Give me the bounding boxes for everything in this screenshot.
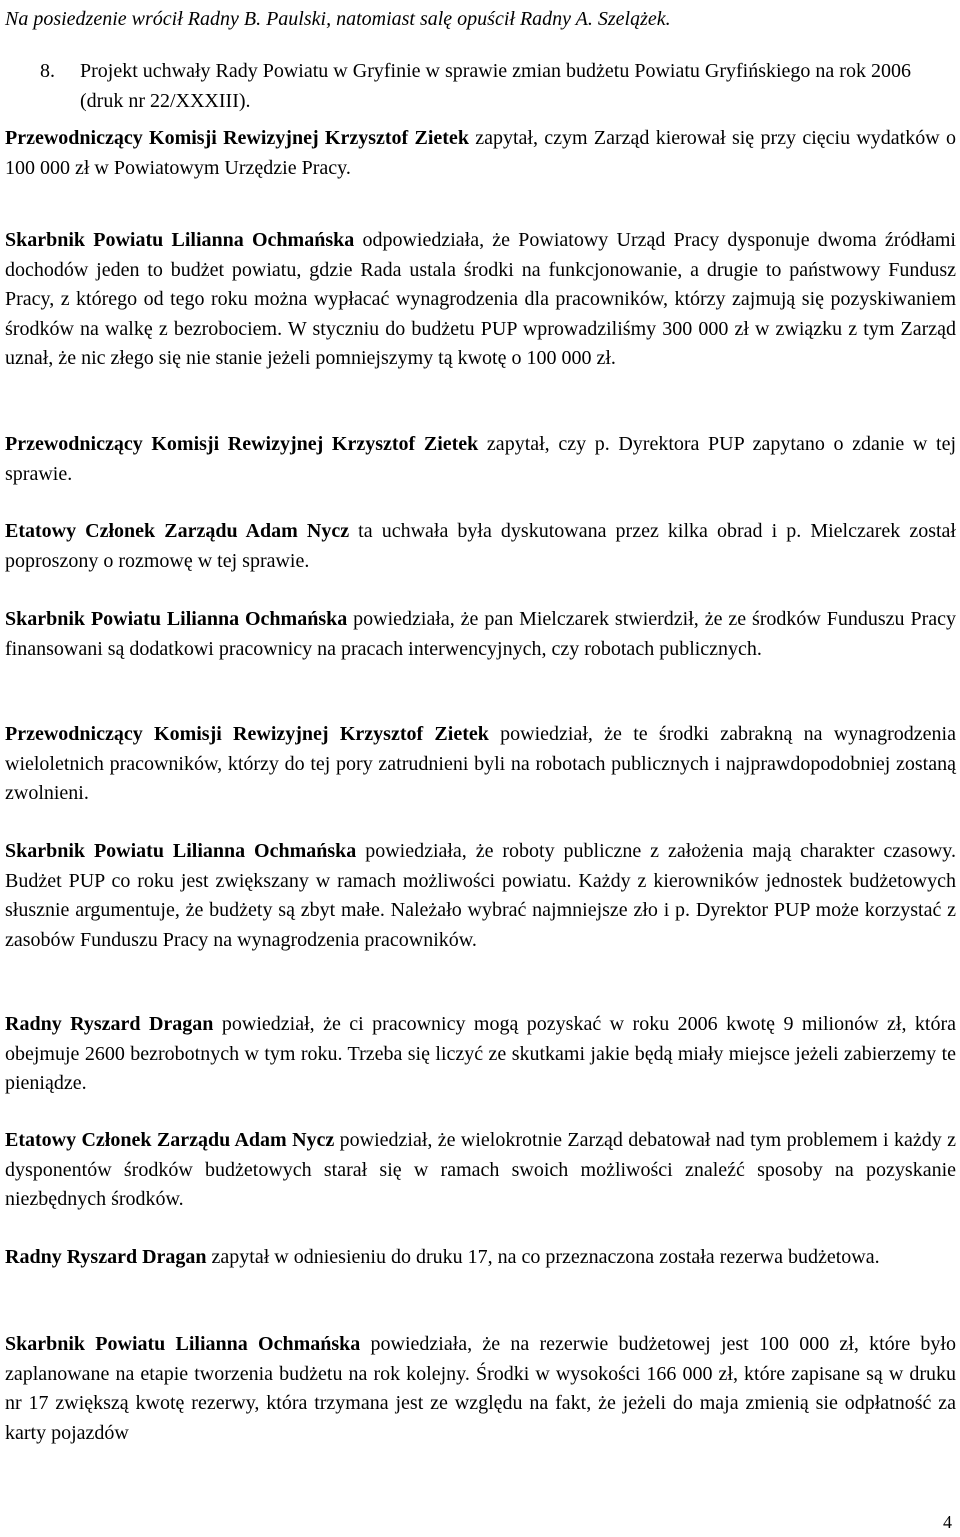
agenda-item-number: 8. <box>40 60 55 82</box>
paragraph <box>5 720 956 809</box>
page-number: 4 <box>943 1512 952 1532</box>
speaker-name: Etatowy Członek Zarządu Adam Nycz <box>5 520 350 542</box>
speaker-name: Skarbnik Powiatu Lilianna Ochmańska <box>5 608 348 630</box>
speaker-name: Radny Ryszard Dragan <box>5 1246 207 1268</box>
agenda-item <box>40 56 955 116</box>
paragraph-text: zapytał w odniesieniu do druku 17, na co przeznaczona została rezerwa budżetowa. <box>206 1246 880 1268</box>
paragraph-text: powiedziała, że roboty publiczne z założenia mają charakter czasowy. Budżet PUP co roku jest zwiększany w ramach możliwości powiatu. Każdy z kierowników jednostek budżetowych słusznie argumentuje, że budżety są zbyt małe. Należało wybrać najmniejsze zło i p. Dyrektor PUP może korzystać z zasobów Funduszu Pracy na wynagrodzenia pracowników. <box>5 840 956 951</box>
paragraph-text: powiedział, że te środki zabrakną na wynagrodzenia wieloletnich pracowników, którzy do tej pory zatrudnieni byli na robotach publicznych i najprawdopodobniej zostaną zwolnieni. <box>5 723 956 805</box>
paragraph-text: powiedział, że wielokrotnie Zarząd debatował nad tym problemem i każdy z dysponentów środków budżetowych starał się w ramach swoich możliwości znaleźć sposoby na pozyskanie niezbędnych środków. <box>5 1129 956 1211</box>
speaker-name: Skarbnik Powiatu Lilianna Ochmańska <box>5 1333 361 1355</box>
speaker-name: Przewodniczący Komisji Rewizyjnej Krzysztof Zietek <box>5 723 489 745</box>
intro-note: Na posiedzenie wrócił Radny B. Paulski, natomiast salę opuścił Radny A. Szelążek. <box>5 8 671 30</box>
paragraph <box>5 226 956 374</box>
paragraph-text: powiedziała, że na rezerwie budżetowej jest 100 000 zł, które było zaplanowane na etapie tworzenia budżetu na rok kolejny. Środki w wysokości 166 000 zł, które zapisane są w druku nr 17 zwiększą kwotę rezerwy, która trzymana jest ze względu na fakt, że jeżeli do maja zmienią sie odpłatność za karty pojazdów <box>5 1333 956 1444</box>
agenda-item-text: Projekt uchwały Rady Powiatu w Gryfinie w sprawie zmian budżetu Powiatu Gryfińskiego na rok 2006 (druk nr 22/XXXIII). <box>80 60 911 112</box>
speaker-name: Przewodniczący Komisji Rewizyjnej Krzysztof Zietek <box>5 127 469 149</box>
paragraph-text: powiedział, że ci pracownicy mogą pozyskać w roku 2006 kwotę 9 milionów zł, która obejmuje 2600 bezrobotnych w tym roku. Trzeba się liczyć ze skutkami jakie będą miały miejsce jeżeli zabierzemy te pieniądze. <box>5 1013 956 1095</box>
paragraph-text: ta uchwała była dyskutowana przez kilka obrad i p. Mielczarek został poproszony o rozmowę w tej sprawie. <box>5 520 956 572</box>
paragraph-text: zapytał, czym Zarząd kierował się przy cięciu wydatków o 100 000 zł w Powiatowym Urzędzie Pracy. <box>5 127 956 179</box>
speaker-name: Etatowy Członek Zarządu Adam Nycz <box>5 1129 335 1151</box>
speaker-name: Skarbnik Powiatu Lilianna Ochmańska <box>5 229 355 251</box>
paragraph <box>5 1126 956 1215</box>
paragraph <box>5 837 956 955</box>
paragraph <box>5 1330 956 1448</box>
paragraph-text: powiedziała, że pan Mielczarek stwierdził, że ze środków Funduszu Pracy finansowani są dodatkowi pracownicy na pracach interwencyjnych, czy robotach publicznych. <box>5 608 956 660</box>
speaker-name: Radny Ryszard Dragan <box>5 1013 214 1035</box>
paragraph <box>5 1243 956 1273</box>
paragraph <box>5 430 956 489</box>
speaker-name: Skarbnik Powiatu Lilianna Ochmańska <box>5 840 357 862</box>
paragraph <box>5 1010 956 1099</box>
paragraph-text: odpowiedziała, że Powiatowy Urząd Pracy dysponuje dwoma źródłami dochodów jeden to budżet powiatu, gdzie Rada ustala środki na funkcjonowanie, a drugie to państwowy Fundusz Pracy, z którego od tego roku można wypłacać wynagrodzenia dla pracowników, którzy zajmują się pozyskiwaniem środków na walkę z bezrobociem. W styczniu do budżetu PUP wprowadziliśmy 300 000 zł w związku z tym Zarząd uznał, że nic złego się nie stanie jeżeli pomniejszymy tą kwotę o 100 000 zł. <box>5 229 956 370</box>
paragraph <box>5 124 956 183</box>
paragraph-text: zapytał, czy p. Dyrektora PUP zapytano o zdanie w tej sprawie. <box>5 433 956 485</box>
paragraph <box>5 517 956 576</box>
paragraph <box>5 605 956 664</box>
speaker-name: Przewodniczący Komisji Rewizyjnej Krzysztof Zietek <box>5 433 479 455</box>
